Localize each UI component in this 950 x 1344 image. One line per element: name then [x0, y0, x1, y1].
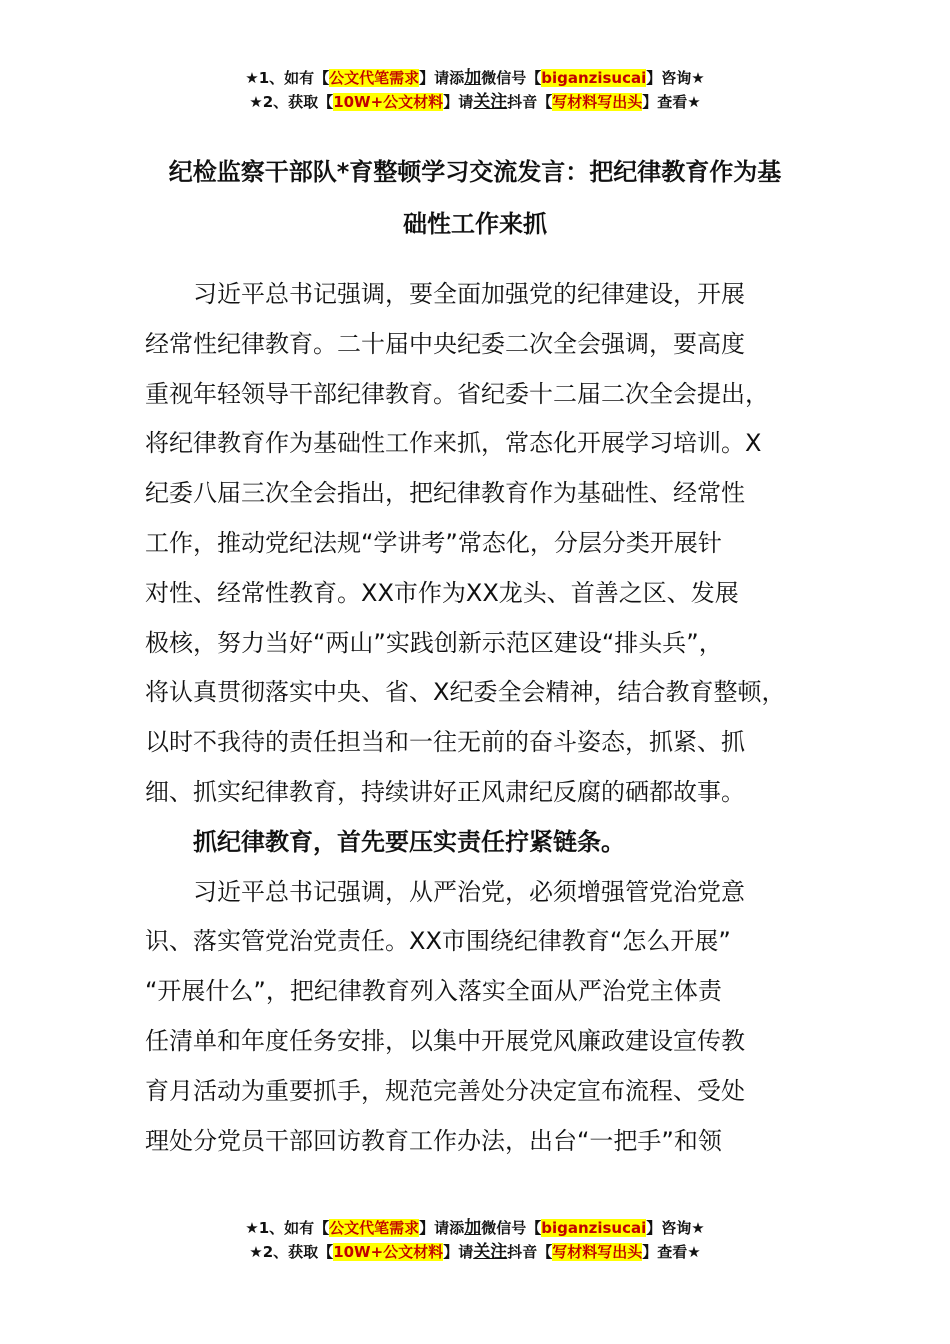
- promo-highlight: 10W+公文材料: [333, 93, 444, 111]
- promo-text: 】查看★: [642, 93, 701, 111]
- document-body: [145, 270, 835, 1166]
- text-line: 纪委八届三次全会指出，把纪律教育作为基础性、经常性: [145, 479, 745, 508]
- text-line: 重视年轻领导干部纪律教育。省纪委十二届二次全会提出，: [145, 379, 769, 408]
- promo-highlight: 10W+公文材料: [333, 1243, 444, 1261]
- promo-line-1: [0, 66, 950, 90]
- text-line: 极核，努力当好“两山”实践创新示范区建设“排头兵”，: [145, 628, 723, 657]
- document-title: [110, 146, 840, 250]
- body-paragraph: [145, 868, 835, 1167]
- promo-text: 抖音【: [507, 93, 553, 111]
- promo-douyin-id: 写材料写出头: [552, 1243, 643, 1261]
- promo-wechat-id: biganzisucai: [541, 1219, 647, 1237]
- text-line: 习近平总书记强调，要全面加强党的纪律建设，开展: [193, 280, 745, 308]
- section-heading: [145, 818, 835, 868]
- promo-text: 】咨询★: [646, 69, 705, 87]
- text-line: 以时不我待的责任担当和一往无前的奋斗姿态，抓紧、抓: [145, 728, 745, 757]
- text-line: 任清单和年度任务安排，以集中开展党风廉政建设宣传教: [145, 1026, 745, 1055]
- text-line: 工作，推动党纪法规“学讲考”常态化，分层分类开展针: [145, 528, 722, 557]
- promo-underline: 加: [464, 1218, 482, 1238]
- title-line: 纪检监察干部队*育整顿学习交流发言：把纪律教育作为基: [168, 158, 782, 186]
- promo-text: ★1、如有【: [245, 1219, 330, 1237]
- promo-text: 微信号【: [481, 69, 542, 87]
- promo-underline: 关注: [473, 92, 508, 112]
- promo-text: ★2、获取【: [249, 93, 334, 111]
- text-line: 将认真贯彻落实中央、省、X纪委全会精神，结合教育整顿，: [145, 678, 786, 707]
- text-line: “开展什么”，把纪律教育列入落实全面从严治党主体责: [145, 977, 722, 1006]
- text-line: 细、抓实纪律教育，持续讲好正风肃纪反腐的硒都故事。: [145, 777, 745, 806]
- promo-text: 】请: [443, 1243, 474, 1261]
- promo-line-2: [0, 90, 950, 114]
- promo-banner-bottom: [0, 1216, 950, 1264]
- promo-douyin-id: 写材料写出头: [552, 93, 643, 111]
- text-line: 经常性纪律教育。二十届中央纪委二次全会强调，要高度: [145, 329, 745, 358]
- text-line: 习近平总书记强调，从严治党，必须增强管党治党意: [193, 877, 745, 906]
- text-line: 将纪律教育作为基础性工作来抓，常态化开展学习培训。X: [145, 429, 762, 458]
- promo-text: ★2、获取【: [249, 1243, 334, 1261]
- promo-banner-top: [0, 66, 950, 114]
- promo-highlight: 公文代笔需求: [329, 1219, 420, 1237]
- text-line: 理处分党员干部回访教育工作办法，出台“一把手”和领: [145, 1126, 722, 1155]
- promo-text: 抖音【: [507, 1243, 553, 1261]
- title-line: 础性工作来抓: [403, 210, 547, 238]
- promo-highlight: 公文代笔需求: [329, 69, 420, 87]
- promo-line-1: [0, 1216, 950, 1240]
- promo-text: 】请添: [419, 1219, 465, 1237]
- promo-wechat-id: biganzisucai: [541, 69, 647, 87]
- text-line: 育月活动为重要抓手，规范完善处分决定宣布流程、受处: [145, 1076, 745, 1105]
- promo-text: 】请: [443, 93, 474, 111]
- body-paragraph: [145, 270, 835, 818]
- promo-text: 】请添: [419, 69, 465, 87]
- promo-underline: 关注: [473, 1242, 508, 1262]
- promo-underline: 加: [464, 68, 482, 88]
- text-line: 抓纪律教育，首先要压实责任拧紧链条。: [193, 827, 625, 856]
- promo-text: 】查看★: [642, 1243, 701, 1261]
- promo-line-2: [0, 1240, 950, 1264]
- promo-text: 】咨询★: [646, 1219, 705, 1237]
- text-line: 识、落实管党治党责任。XX市围绕纪律教育“怎么开展”: [145, 927, 731, 956]
- promo-text: ★1、如有【: [245, 69, 330, 87]
- text-line: 对性、经常性教育。XX市作为XX龙头、首善之区、发展: [145, 578, 739, 607]
- promo-text: 微信号【: [481, 1219, 542, 1237]
